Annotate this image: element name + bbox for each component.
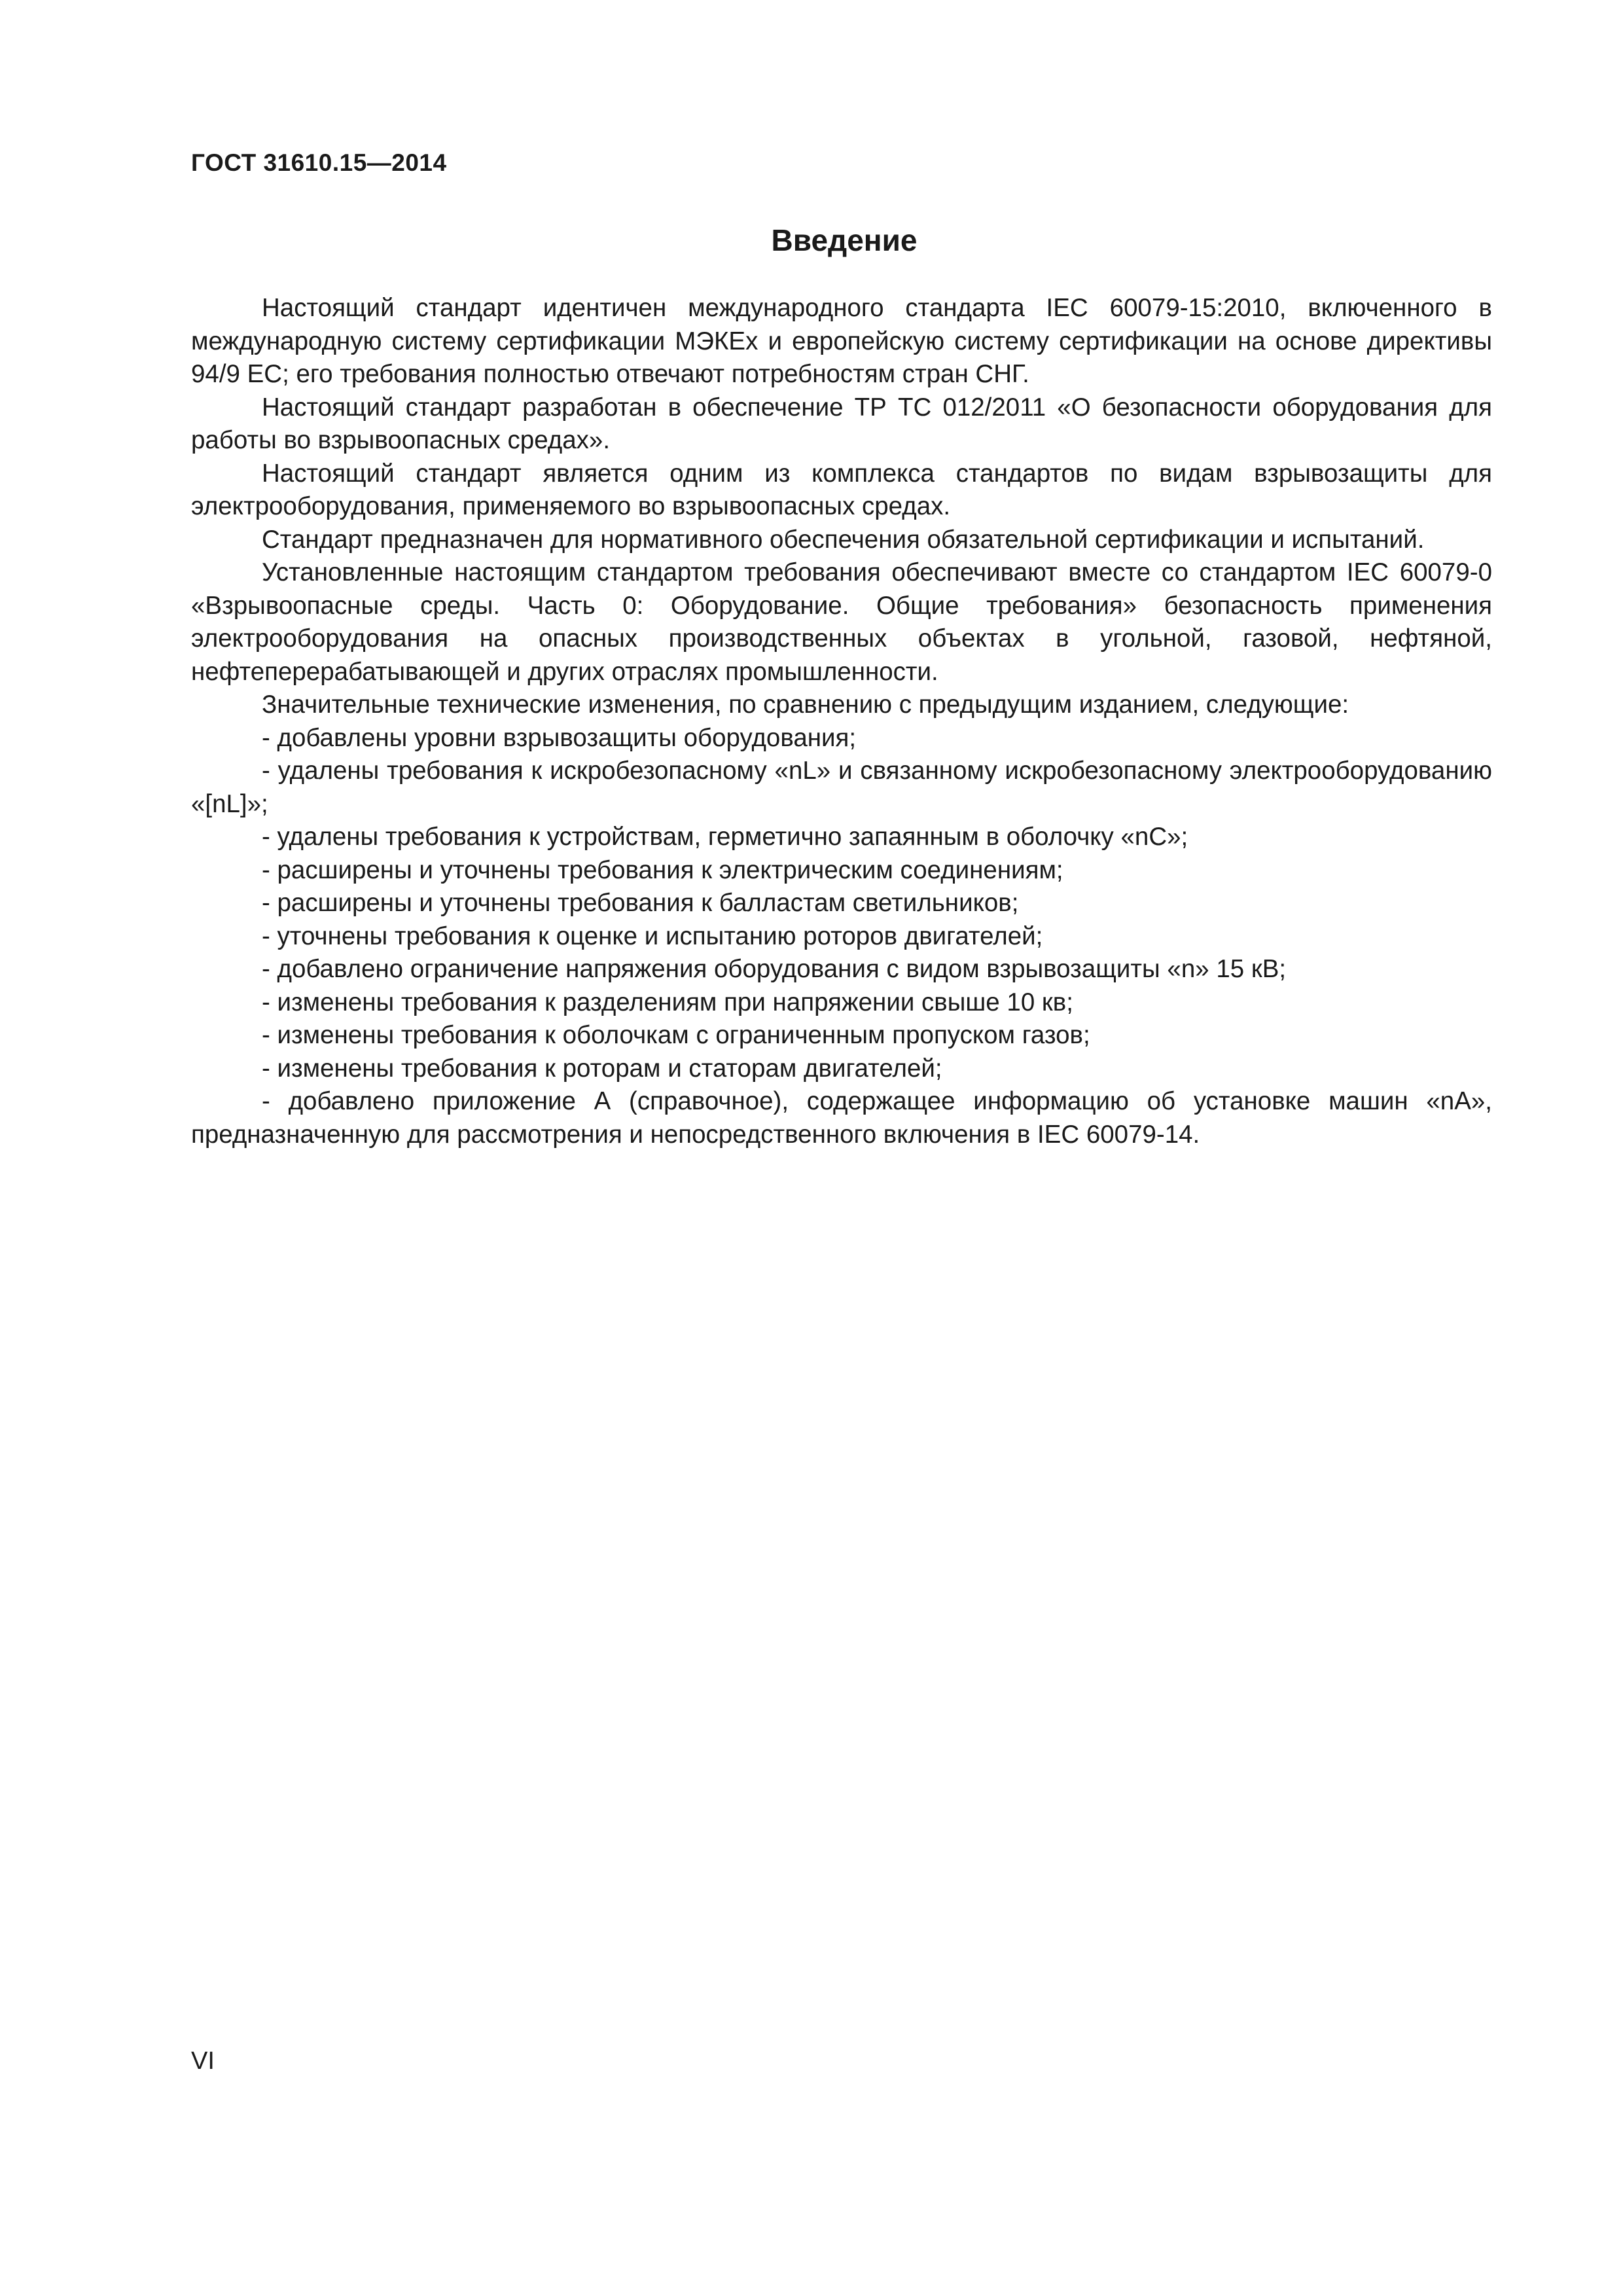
change-list-item: - добавлены уровни взрывозащиты оборудования; (262, 723, 857, 752)
section-title: Введение (771, 223, 918, 257)
standard-code-header: ГОСТ 31610.15—2014 (191, 149, 447, 176)
change-list-item: - удалены требования к устройствам, герметично запаянным в оболочку «nC»; (262, 823, 1188, 851)
change-list-item: - расширены и уточнены требования к электрическим соединениям; (262, 855, 1063, 884)
introduction-body (191, 292, 1492, 1151)
change-list-item: - удалены требования к искробезопасному «nL» и связанному искробезопасному электрооборудованию «[nL]»; (191, 757, 1492, 818)
change-list-item: - уточнены требования к оценке и испытанию роторов двигателей; (262, 922, 1043, 950)
page-number: VI (191, 2047, 215, 2075)
change-list-item: - изменены требования к роторам и статорам двигателей; (262, 1054, 942, 1083)
change-list-item: - расширены и уточнены требования к балластам светильников; (262, 889, 1019, 917)
change-list-item: - добавлено приложение А (справочное), содержащее информацию об установке машин «nA», предназначенную для рассмотрения и непосредственного включения в IEC 60079-14. (191, 1087, 1492, 1149)
paragraph: Установленные настоящим стандартом требования обеспечивают вместе со стандартом IEC 60079-0 «Взрывоопасные среды. Часть 0: Оборудование. Общие требования» безопасность применения электрооборудования на опасных производственных объектах в угольной, газовой, нефтяной, нефтеперерабатывающей и других отраслях промышленности. (191, 558, 1492, 686)
change-list-item: - изменены требования к разделениям при напряжении свыше 10 кв; (262, 988, 1073, 1016)
paragraph: Настоящий стандарт идентичен международного стандарта IEC 60079-15:2010, включенного в международную систему сертификации МЭКЕх и европейскую систему сертификации на основе директивы 94/9 ЕС; его требования полностью отвечают потребностям стран СНГ. (191, 294, 1492, 388)
paragraph: Значительные технические изменения, по сравнению с предыдущим изданием, следующие: (262, 691, 1349, 719)
paragraph: Настоящий стандарт разработан в обеспечение ТР ТС 012/2011 «О безопасности оборудования для работы во взрывоопасных средах». (191, 393, 1492, 454)
paragraph: Настоящий стандарт является одним из комплекса стандартов по видам взрывозащиты для электрооборудования, применяемого во взрывоопасных средах. (191, 459, 1492, 520)
change-list-item: - добавлено ограничение напряжения оборудования с видом взрывозащиты «n» 15 кВ; (262, 955, 1287, 983)
change-list-item: - изменены требования к оболочкам с ограниченным пропуском газов; (262, 1021, 1090, 1049)
paragraph: Стандарт предназначен для нормативного обеспечения обязательной сертификации и испытаний. (262, 525, 1425, 554)
